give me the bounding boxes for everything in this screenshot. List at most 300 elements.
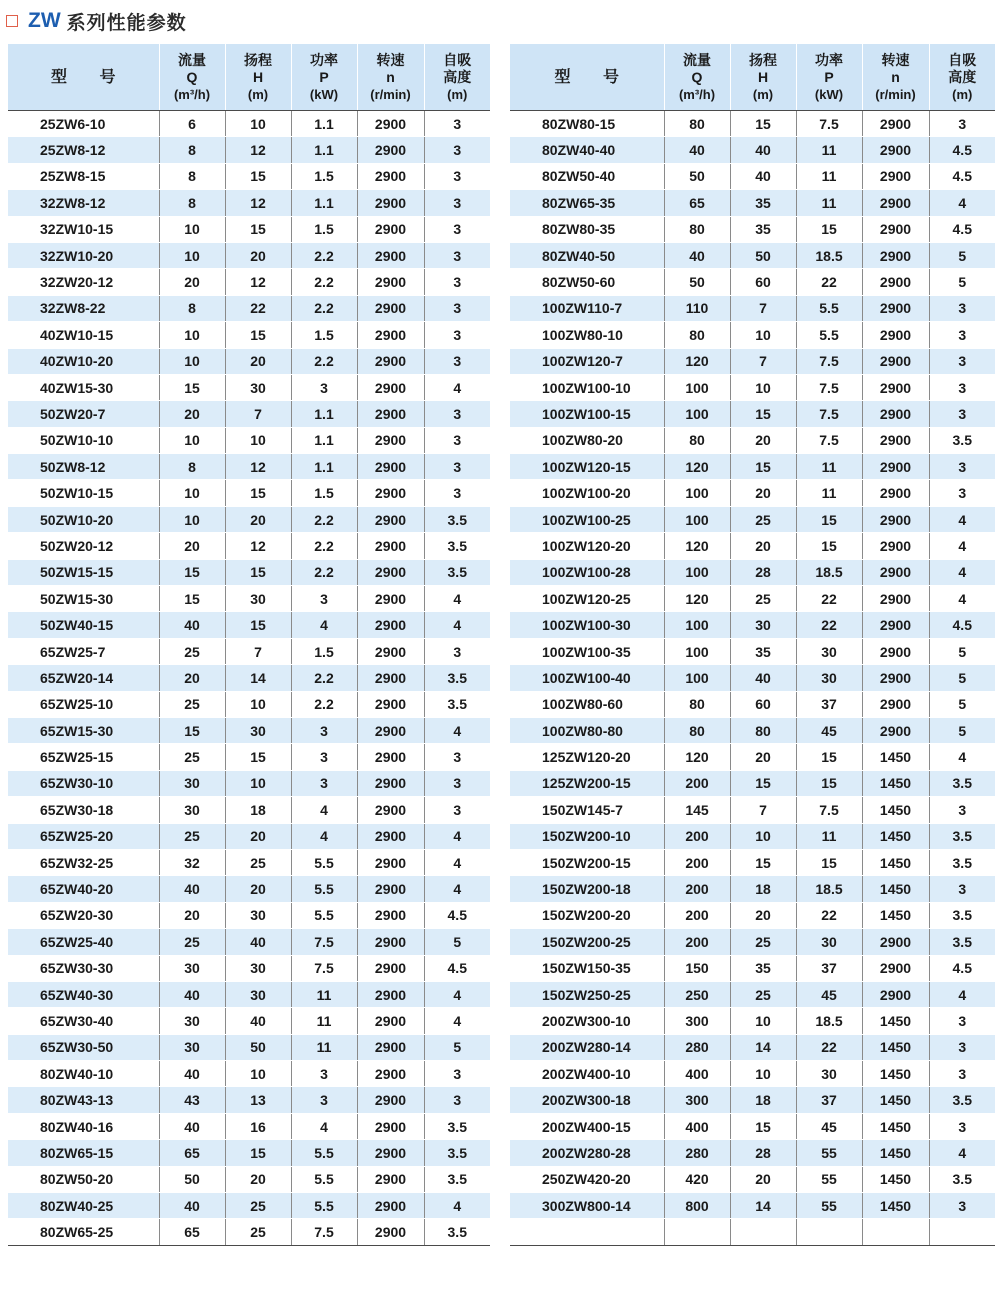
cell-flow: 65	[159, 1140, 225, 1166]
cell-power: 1.1	[291, 190, 357, 216]
cell-suction: 4	[929, 533, 995, 559]
header-suction-name1: 自吸	[948, 51, 977, 68]
cell-flow: 25	[159, 638, 225, 664]
cell-head: 15	[730, 849, 796, 875]
table-row	[510, 374, 995, 400]
cell-flow: 145	[664, 797, 730, 823]
header-head	[730, 44, 796, 111]
header-head-symbol: H	[757, 68, 769, 85]
cell-suction: 4	[929, 981, 995, 1007]
cell-flow: 15	[159, 717, 225, 743]
table-row	[510, 691, 995, 717]
header-suction	[424, 44, 490, 111]
cell-power: 15	[796, 849, 862, 875]
header-suction-unit: (m)	[447, 86, 468, 102]
cell-power: 11	[796, 137, 862, 163]
cell-flow: 20	[159, 533, 225, 559]
cell-suction: 3	[929, 111, 995, 137]
cell-power: 4	[291, 612, 357, 638]
cell-flow: 200	[664, 770, 730, 796]
cell-model: 80ZW40-25	[8, 1193, 159, 1219]
cell-head: 80	[730, 717, 796, 743]
cell-flow: 200	[664, 876, 730, 902]
cell-model: 100ZW120-25	[510, 586, 664, 612]
header-suction-unit: (m)	[952, 86, 973, 102]
header-power-name: 功率	[815, 51, 843, 68]
cell-head: 20	[730, 902, 796, 928]
table-row	[510, 533, 995, 559]
cell-suction: 3	[424, 190, 490, 216]
table-row	[8, 717, 490, 743]
cell-power: 1.1	[291, 111, 357, 137]
header-flow-symbol: Q	[691, 68, 703, 85]
cell-speed: 1450	[862, 1166, 929, 1192]
cell-suction: 4	[424, 876, 490, 902]
cell-model: 100ZW80-10	[510, 322, 664, 348]
table-row	[8, 638, 490, 664]
cell-suction: 5	[929, 269, 995, 295]
cell-speed: 2900	[862, 665, 929, 691]
cell-speed: 2900	[862, 111, 929, 137]
cell-suction: 4	[929, 506, 995, 532]
cell-speed: 2900	[357, 638, 424, 664]
cell-suction: 3.5	[424, 533, 490, 559]
cell-speed: 2900	[357, 902, 424, 928]
cell-suction: 5	[424, 929, 490, 955]
cell-suction: 3	[929, 1113, 995, 1139]
cell-speed: 2900	[862, 691, 929, 717]
cell-speed: 2900	[862, 269, 929, 295]
header-head-symbol: H	[252, 68, 264, 85]
cell-flow: 100	[664, 665, 730, 691]
cell-speed: 2900	[862, 401, 929, 427]
table-row	[8, 480, 490, 506]
cell-model: 80ZW40-10	[8, 1061, 159, 1087]
cell-power: 2.2	[291, 665, 357, 691]
cell-power: 4	[291, 797, 357, 823]
table-row	[510, 1113, 995, 1139]
cell-head: 40	[225, 929, 291, 955]
table-row	[8, 137, 490, 163]
table-row	[510, 770, 995, 796]
cell-suction: 3	[929, 454, 995, 480]
cell-flow: 20	[159, 269, 225, 295]
cell-power: 7.5	[796, 348, 862, 374]
cell-flow: 20	[159, 665, 225, 691]
table-row	[510, 111, 995, 137]
table-row	[8, 190, 490, 216]
cell-suction: 4.5	[929, 612, 995, 638]
table-row	[8, 1008, 490, 1034]
table-row	[510, 190, 995, 216]
cell-power: 11	[291, 981, 357, 1007]
cell-power: 2.2	[291, 506, 357, 532]
cell-power: 7.5	[291, 1219, 357, 1245]
cell-power: 1.1	[291, 427, 357, 453]
header-head-name: 扬程	[749, 51, 777, 68]
header-speed-unit: (r/min)	[370, 86, 411, 102]
table-row	[8, 163, 490, 189]
cell-power: 7.5	[291, 955, 357, 981]
cell-head: 13	[225, 1087, 291, 1113]
cell-flow: 280	[664, 1034, 730, 1060]
cell-power: 2.2	[291, 691, 357, 717]
cell-flow: 100	[664, 401, 730, 427]
cell-power	[796, 1219, 862, 1245]
cell-head: 12	[225, 190, 291, 216]
cell-speed: 2900	[357, 1166, 424, 1192]
page-title	[6, 6, 187, 36]
header-suction-name2: 高度	[948, 68, 977, 85]
cell-speed: 2900	[357, 929, 424, 955]
cell-power: 11	[291, 1008, 357, 1034]
cell-model: 80ZW80-15	[510, 111, 664, 137]
cell-model: 50ZW20-7	[8, 401, 159, 427]
header-power-symbol: P	[824, 68, 834, 85]
cell-model: 65ZW30-10	[8, 770, 159, 796]
cell-suction: 3.5	[424, 506, 490, 532]
cell-model: 80ZW65-35	[510, 190, 664, 216]
cell-speed: 2900	[357, 665, 424, 691]
table-row	[8, 876, 490, 902]
cell-speed: 2900	[357, 533, 424, 559]
cell-head: 30	[225, 902, 291, 928]
table-row	[8, 348, 490, 374]
cell-flow: 40	[159, 876, 225, 902]
cell-power: 2.2	[291, 559, 357, 585]
table-row	[510, 322, 995, 348]
cell-power: 7.5	[796, 111, 862, 137]
cell-power: 37	[796, 955, 862, 981]
cell-speed: 2900	[862, 216, 929, 242]
cell-head: 30	[225, 955, 291, 981]
cell-head: 10	[225, 770, 291, 796]
cell-speed: 2900	[357, 454, 424, 480]
table-row	[8, 744, 490, 770]
cell-power: 1.5	[291, 163, 357, 189]
cell-suction: 3	[424, 111, 490, 137]
cell-suction: 3	[424, 427, 490, 453]
cell-suction: 4	[424, 374, 490, 400]
cell-head: 25	[730, 981, 796, 1007]
series-code: ZW	[28, 9, 61, 32]
cell-power: 45	[796, 1113, 862, 1139]
cell-model: 100ZW100-10	[510, 374, 664, 400]
cell-model: 200ZW300-18	[510, 1087, 664, 1113]
cell-suction: 3	[424, 454, 490, 480]
cell-power: 18.5	[796, 1008, 862, 1034]
cell-head: 18	[730, 876, 796, 902]
cell-flow: 10	[159, 322, 225, 348]
cell-power: 3	[291, 744, 357, 770]
cell-model: 65ZW15-30	[8, 717, 159, 743]
cell-head: 25	[225, 849, 291, 875]
table-row	[510, 348, 995, 374]
cell-head: 15	[730, 111, 796, 137]
cell-flow: 30	[159, 1034, 225, 1060]
cell-model: 100ZW100-25	[510, 506, 664, 532]
table-row	[8, 981, 490, 1007]
header-power	[796, 44, 862, 111]
cell-speed: 2900	[862, 586, 929, 612]
cell-head: 14	[730, 1034, 796, 1060]
table-row	[510, 242, 995, 268]
cell-power: 11	[796, 454, 862, 480]
cell-speed: 2900	[862, 374, 929, 400]
cell-flow: 40	[159, 1193, 225, 1219]
cell-suction: 3.5	[424, 665, 490, 691]
cell-speed: 1450	[862, 1034, 929, 1060]
cell-power: 11	[291, 1034, 357, 1060]
cell-model: 25ZW6-10	[8, 111, 159, 137]
cell-suction: 3	[929, 374, 995, 400]
table-row	[510, 586, 995, 612]
cell-suction: 3	[424, 797, 490, 823]
cell-power: 18.5	[796, 876, 862, 902]
cell-speed: 2900	[357, 1087, 424, 1113]
cell-flow: 200	[664, 902, 730, 928]
cell-model: 150ZW250-25	[510, 981, 664, 1007]
cell-head: 10	[225, 1061, 291, 1087]
header-suction-name1: 自吸	[443, 51, 472, 68]
cell-suction: 5	[929, 242, 995, 268]
cell-model: 65ZW25-20	[8, 823, 159, 849]
cell-head: 10	[730, 322, 796, 348]
table-row	[510, 137, 995, 163]
cell-flow: 50	[664, 269, 730, 295]
cell-head: 18	[225, 797, 291, 823]
cell-speed: 2900	[862, 929, 929, 955]
cell-speed: 2900	[357, 137, 424, 163]
cell-model: 80ZW43-13	[8, 1087, 159, 1113]
cell-model: 32ZW8-12	[8, 190, 159, 216]
cell-model: 150ZW150-35	[510, 955, 664, 981]
cell-model: 50ZW15-30	[8, 586, 159, 612]
cell-power: 11	[796, 480, 862, 506]
cell-head: 25	[730, 929, 796, 955]
cell-speed: 2900	[357, 242, 424, 268]
table-row	[8, 111, 490, 137]
cell-power: 4	[291, 1113, 357, 1139]
cell-speed: 1450	[862, 1193, 929, 1219]
cell-model: 100ZW100-20	[510, 480, 664, 506]
cell-flow: 65	[159, 1219, 225, 1245]
cell-flow: 300	[664, 1087, 730, 1113]
cell-suction: 4	[424, 823, 490, 849]
cell-flow: 8	[159, 295, 225, 321]
table-row	[510, 1061, 995, 1087]
cell-power: 5.5	[291, 902, 357, 928]
cell-speed: 2900	[357, 480, 424, 506]
table-row	[8, 533, 490, 559]
cell-suction: 4	[424, 981, 490, 1007]
cell-model: 32ZW20-12	[8, 269, 159, 295]
header-head	[225, 44, 291, 111]
cell-speed: 2900	[862, 717, 929, 743]
table-row	[8, 1034, 490, 1060]
cell-suction: 4	[424, 586, 490, 612]
cell-head: 14	[730, 1193, 796, 1219]
cell-model: 80ZW80-35	[510, 216, 664, 242]
cell-head: 30	[225, 586, 291, 612]
cell-speed: 2900	[357, 717, 424, 743]
cell-power: 2.2	[291, 269, 357, 295]
table-row	[8, 929, 490, 955]
cell-power: 3	[291, 770, 357, 796]
cell-suction: 3.5	[424, 1140, 490, 1166]
header-suction-name2: 高度	[443, 68, 472, 85]
cell-model: 100ZW100-15	[510, 401, 664, 427]
cell-power: 22	[796, 612, 862, 638]
cell-head: 15	[225, 216, 291, 242]
cell-head: 25	[225, 1219, 291, 1245]
cell-model: 300ZW800-14	[510, 1193, 664, 1219]
header-power-symbol: P	[319, 68, 329, 85]
cell-speed: 2900	[357, 111, 424, 137]
cell-speed: 2900	[357, 506, 424, 532]
cell-model: 100ZW100-30	[510, 612, 664, 638]
cell-speed: 2900	[357, 1219, 424, 1245]
cell-model: 80ZW65-25	[8, 1219, 159, 1245]
header-suction	[929, 44, 995, 111]
table-row	[510, 1219, 995, 1245]
cell-suction: 3.5	[929, 823, 995, 849]
cell-model: 250ZW420-20	[510, 1166, 664, 1192]
spec-table-left-body	[8, 111, 490, 1246]
cell-suction: 5	[929, 665, 995, 691]
cell-model: 200ZW300-10	[510, 1008, 664, 1034]
cell-flow: 120	[664, 744, 730, 770]
cell-speed: 2900	[862, 533, 929, 559]
cell-speed: 1450	[862, 1113, 929, 1139]
cell-suction: 3	[929, 401, 995, 427]
cell-power: 2.2	[291, 295, 357, 321]
cell-flow: 120	[664, 533, 730, 559]
cell-model: 25ZW8-15	[8, 163, 159, 189]
table-row	[8, 770, 490, 796]
cell-suction: 4.5	[424, 955, 490, 981]
cell-power: 2.2	[291, 242, 357, 268]
cell-head: 10	[225, 111, 291, 137]
cell-model: 125ZW200-15	[510, 770, 664, 796]
cell-flow: 110	[664, 295, 730, 321]
cell-power: 18.5	[796, 559, 862, 585]
cell-model: 40ZW10-15	[8, 322, 159, 348]
header-speed-name: 转速	[881, 51, 910, 68]
cell-speed: 2900	[862, 163, 929, 189]
header-speed	[862, 44, 929, 111]
cell-head: 30	[225, 981, 291, 1007]
cell-speed: 2900	[357, 1061, 424, 1087]
cell-head: 40	[730, 137, 796, 163]
cell-speed: 2900	[357, 295, 424, 321]
cell-speed: 2900	[357, 849, 424, 875]
cell-model	[510, 1219, 664, 1245]
cell-suction: 3	[929, 348, 995, 374]
cell-power: 37	[796, 1087, 862, 1113]
cell-flow: 65	[664, 190, 730, 216]
table-row	[8, 454, 490, 480]
cell-model: 80ZW50-20	[8, 1166, 159, 1192]
cell-suction: 3	[424, 401, 490, 427]
cell-head: 14	[225, 665, 291, 691]
cell-flow: 25	[159, 823, 225, 849]
cell-flow: 80	[664, 717, 730, 743]
cell-suction: 3	[929, 876, 995, 902]
checkbox-square-icon	[6, 15, 18, 27]
cell-suction: 3.5	[424, 1166, 490, 1192]
table-row	[8, 1219, 490, 1245]
cell-flow: 10	[159, 242, 225, 268]
cell-suction: 3	[424, 1061, 490, 1087]
cell-suction: 3	[424, 770, 490, 796]
table-row	[510, 612, 995, 638]
cell-model: 80ZW65-15	[8, 1140, 159, 1166]
cell-head: 7	[225, 638, 291, 664]
table-row	[510, 269, 995, 295]
header-flow-symbol: Q	[186, 68, 198, 85]
cell-model: 65ZW25-40	[8, 929, 159, 955]
cell-model: 65ZW32-25	[8, 849, 159, 875]
cell-speed: 2900	[357, 1193, 424, 1219]
cell-suction: 3.5	[929, 929, 995, 955]
table-row	[8, 1193, 490, 1219]
cell-head: 15	[730, 401, 796, 427]
cell-suction: 4	[929, 559, 995, 585]
cell-model: 40ZW10-20	[8, 348, 159, 374]
cell-suction: 3	[929, 1061, 995, 1087]
cell-model: 65ZW25-10	[8, 691, 159, 717]
cell-flow: 10	[159, 427, 225, 453]
cell-head: 12	[225, 269, 291, 295]
cell-head: 50	[730, 242, 796, 268]
cell-head: 28	[730, 559, 796, 585]
cell-speed: 2900	[357, 876, 424, 902]
cell-suction: 4.5	[929, 216, 995, 242]
cell-power: 30	[796, 929, 862, 955]
cell-head: 7	[730, 797, 796, 823]
cell-power: 11	[796, 163, 862, 189]
cell-head: 40	[225, 1008, 291, 1034]
cell-power: 3	[291, 374, 357, 400]
cell-model: 50ZW20-12	[8, 533, 159, 559]
cell-power: 3	[291, 586, 357, 612]
table-row	[510, 955, 995, 981]
cell-flow: 40	[664, 242, 730, 268]
cell-suction	[929, 1219, 995, 1245]
cell-speed: 1450	[862, 876, 929, 902]
cell-speed: 2900	[862, 506, 929, 532]
cell-head: 60	[730, 691, 796, 717]
cell-model: 100ZW120-20	[510, 533, 664, 559]
cell-speed: 2900	[862, 559, 929, 585]
cell-speed: 1450	[862, 797, 929, 823]
cell-head: 15	[225, 612, 291, 638]
header-row	[8, 44, 490, 111]
cell-speed: 2900	[357, 216, 424, 242]
header-power-unit: (kW)	[814, 86, 844, 102]
table-row	[510, 1008, 995, 1034]
cell-suction: 3	[424, 163, 490, 189]
cell-speed: 1450	[862, 1061, 929, 1087]
cell-speed: 2900	[357, 348, 424, 374]
table-row	[510, 427, 995, 453]
cell-flow: 30	[159, 955, 225, 981]
table-row	[510, 849, 995, 875]
cell-suction: 3.5	[424, 691, 490, 717]
cell-power: 11	[796, 190, 862, 216]
table-row	[8, 665, 490, 691]
